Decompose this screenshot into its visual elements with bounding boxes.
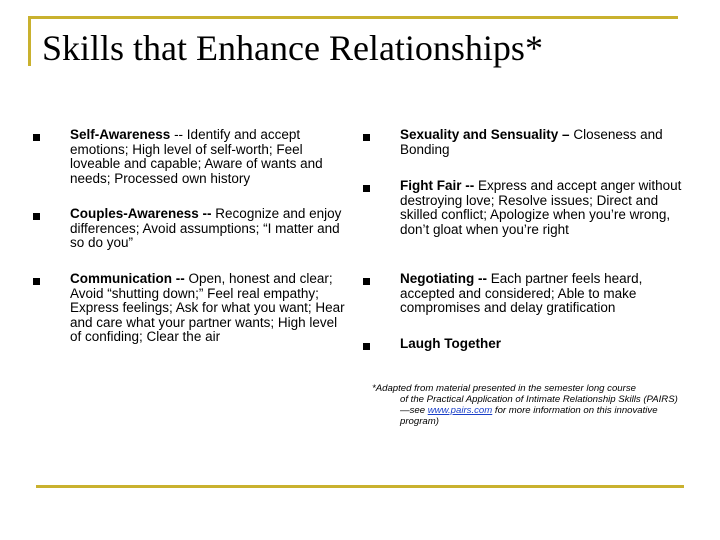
list-item-negotiating	[400, 272, 685, 316]
frame-left-rule	[28, 16, 31, 66]
item-label: Laugh Together	[400, 336, 501, 351]
frame-top-rule	[28, 16, 678, 19]
list-item-communication	[70, 272, 348, 345]
item-label: Self-Awareness	[70, 127, 171, 142]
footnote-text-end: for more information on this innovative program)	[400, 405, 658, 427]
slide-title: Skills that Enhance Relationships*	[42, 28, 543, 68]
bullet-square-icon	[363, 134, 370, 141]
item-label: Negotiating --	[400, 271, 487, 286]
item-label: Communication --	[70, 271, 185, 286]
bullet-square-icon	[363, 278, 370, 285]
item-text: Express and accept anger without destroying love; Resolve issues; Direct and skilled conflict; Apologize when you’re wrong, don’t gloat when you’re right	[400, 178, 682, 237]
item-text: Recognize and enjoy differences; Avoid assumptions; “I matter and so do you”	[70, 206, 342, 251]
footnote	[372, 383, 684, 427]
list-item-fight-fair	[400, 179, 685, 237]
bullet-square-icon	[33, 278, 40, 285]
item-label: Couples-Awareness --	[70, 206, 212, 221]
list-item-laugh-together	[400, 337, 685, 352]
item-label: Fight Fair --	[400, 178, 475, 193]
footnote-line-1: *Adapted from material presented in the semester long course	[372, 383, 636, 394]
item-text: Open, honest and clear; Avoid “shutting down;” Feel real empathy; Express feelings; Ask for what you want; Hear and care what your partner wants; High level of confiding; Clear the air	[70, 271, 345, 345]
footnote-line-2	[372, 394, 684, 427]
item-text: Closeness and Bonding	[400, 127, 663, 157]
item-label: Sexuality and Sensuality –	[400, 127, 570, 142]
item-text: -- Identify and accept emotions; High level of self-worth; Feel loveable and capable; Aware of wants and needs; Processed own history	[70, 127, 323, 186]
list-item-self-awareness	[70, 128, 345, 186]
bullet-square-icon	[33, 134, 40, 141]
frame-bottom-rule	[36, 485, 684, 488]
list-item-sexuality	[400, 128, 685, 157]
bullet-square-icon	[363, 185, 370, 192]
footnote-text: of the Practical Application of Intimate Relationship Skills (PAIRS)—see	[400, 394, 678, 416]
bullet-square-icon	[33, 213, 40, 220]
bullet-square-icon	[363, 343, 370, 350]
pairs-link[interactable]: www.pairs.com	[427, 405, 493, 416]
item-text: Each partner feels heard, accepted and considered; Able to make compromises and delay gratification	[400, 271, 643, 316]
list-item-couples-awareness	[70, 207, 345, 251]
